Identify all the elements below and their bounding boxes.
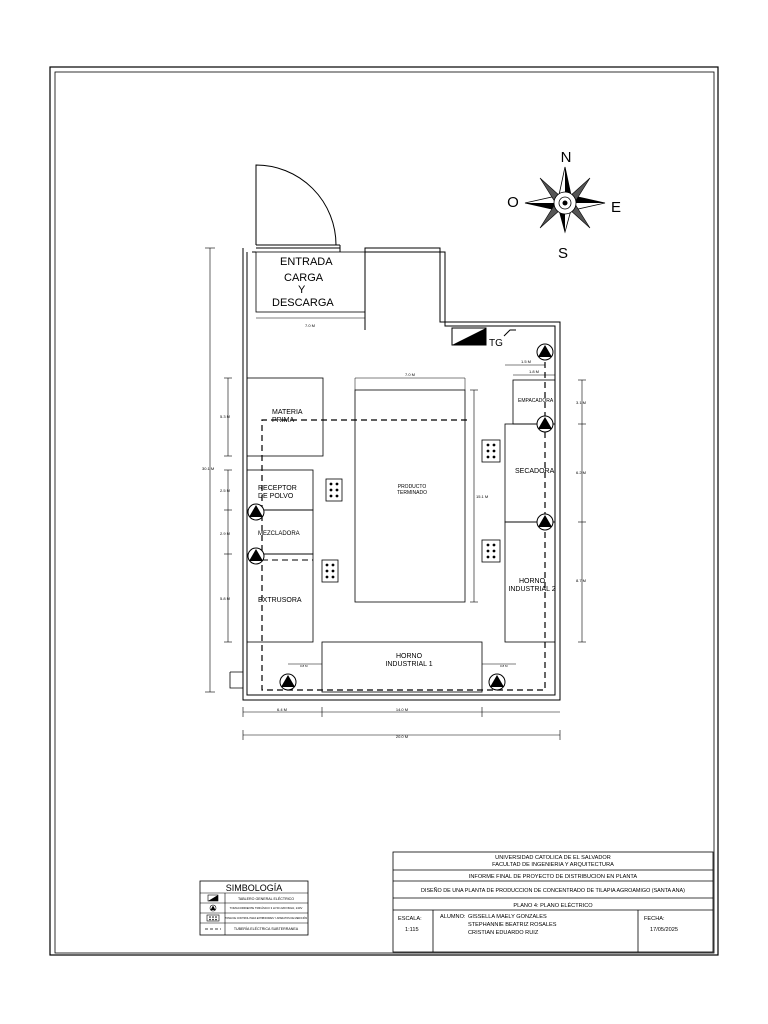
- entrance-label-2: CARGA: [284, 272, 324, 284]
- title-university: UNIVERSIDAD CATOLICA DE EL SALVADOR: [495, 855, 611, 861]
- scale-value: 1:115: [405, 927, 419, 933]
- title-report: INFORME FINAL DE PROYECTO DE DISTRIBUCION EN PLANTA: [468, 874, 638, 880]
- dim-emp-height: 3.1 M: [576, 400, 587, 405]
- dim-bottom-right: 14.0 M: [395, 707, 409, 712]
- outlet-icon: [537, 344, 553, 360]
- materia-prima-label-2: PRIMA: [272, 417, 295, 424]
- legend-title: SIMBOLOGÍA: [225, 883, 283, 893]
- dim-h2-height: 8.7 M: [576, 578, 587, 583]
- tg-label: TG: [489, 338, 503, 349]
- entrance-label-1: ENTRADA: [280, 256, 333, 268]
- extrusora-label: EXTRUSORA: [258, 597, 302, 604]
- materia-prima-label-1: MATERIA: [272, 409, 303, 416]
- receptor-label-2: DE POLVO: [258, 493, 294, 500]
- control-outlet-icon: [326, 479, 342, 501]
- panel-icon: [208, 895, 218, 901]
- compass-west-label: O: [507, 194, 519, 211]
- date-label: FECHA:: [644, 916, 665, 922]
- control-outlet-icon: [482, 440, 500, 462]
- secadora-label: SECADORA: [515, 468, 555, 475]
- producto-terminado-label-1: PRODUCTO: [397, 484, 427, 490]
- legend-item-2: TOMA DE CONTROL PARA EXHIBIDORES Y APARATOS DE MEDICIÓN: [224, 917, 308, 920]
- legend-item-3: TUBERÍA ELÉCTRICA SUBTERRANEA: [233, 927, 299, 931]
- scale-label: ESCALA:: [398, 916, 422, 922]
- compass-south-label: S: [557, 245, 569, 262]
- dim-total-width: 20.0 M: [395, 734, 409, 739]
- empacadora-label: EMPACADORA: [518, 398, 554, 404]
- outlet-icon: [280, 674, 296, 690]
- outlet-icon: [248, 548, 264, 564]
- building-wall-outer: [243, 248, 560, 700]
- building-wall-inner: [247, 252, 555, 695]
- dim-total-height: 30.1 M: [202, 466, 215, 471]
- dim-h1-left-tag: 0.8 M: [300, 664, 308, 668]
- student-name-3: CRISTIAN EDUARDO RUIZ: [468, 930, 539, 936]
- entrance-label-4: DESCARGA: [272, 297, 334, 309]
- entrance-door: [256, 165, 336, 245]
- student-name-1: GISSELLA MAELY GONZALES: [468, 914, 547, 920]
- horno-2-label-1: HORNO: [518, 578, 546, 585]
- date-value: 17/05/2025: [650, 927, 678, 933]
- electrical-conduit: [262, 352, 545, 690]
- title-sheet: PLANO 4: PLANO ELÉCTRICO: [513, 903, 593, 909]
- dim-bottom-left: 6.4 M: [276, 707, 288, 712]
- mezcladora-label: MEZCLADORA: [258, 531, 300, 537]
- control-outlet-icon: [482, 540, 500, 562]
- receptor-label-1: RECEPTOR: [258, 485, 297, 492]
- legend-item-0: TABLERO GENERAL ELÉCTRICO: [237, 897, 295, 901]
- title-faculty: FACULTAD DE INGENIERIA Y ARQUITECTURA: [492, 862, 614, 868]
- horno-1-label-2: INDUSTRIAL 1: [385, 661, 433, 668]
- outlet-icon: [537, 416, 553, 432]
- dim-entry-width: 7.0 M: [304, 323, 316, 328]
- student-label: ALUMNO:: [440, 914, 466, 920]
- legend-item-1: TOMACORRIENTE TRIFÁSICO 3 HI 50 220V/60Hz, 240V: [229, 906, 303, 910]
- dim-sec-height: 6.2 M: [576, 470, 587, 475]
- dim-h1-right-tag: 0.8 M: [500, 664, 508, 668]
- control-panel-icon: [207, 915, 219, 921]
- outlet-icon: [537, 514, 553, 530]
- student-name-2: STEPHANNIE BEATRIZ ROSALES: [468, 922, 557, 928]
- compass-rose: [525, 167, 605, 232]
- dim-ex-height: 5.8 M: [220, 596, 231, 601]
- outlet-icon: [210, 905, 216, 911]
- compass-east-label: E: [610, 199, 622, 216]
- dim-pt-width: 7.0 M: [404, 372, 416, 377]
- dim-mz-height: 2.9 M: [220, 531, 231, 536]
- dim-pt-height: 15.1 M: [476, 494, 489, 499]
- compass-north-label: N: [560, 149, 572, 166]
- dim-tg-offset: 1.5 M: [520, 359, 532, 364]
- horno-2-label-2: INDUSTRIAL 2: [508, 586, 556, 593]
- entrance-label-3: Y: [298, 284, 306, 296]
- dim-mp-height: 5.3 M: [220, 414, 231, 419]
- producto-terminado-zone: [355, 390, 465, 602]
- tablero-general-symbol: [452, 328, 516, 345]
- control-outlet-icon: [322, 560, 338, 582]
- outlet-icon: [248, 504, 264, 520]
- producto-terminado-label-2: TERMINADO: [397, 490, 427, 496]
- outlet-icon: [489, 674, 505, 690]
- horno-1-label-1: HORNO: [395, 653, 423, 660]
- dim-emp-width: 1.8 M: [528, 369, 540, 374]
- dim-rp-height: 2.5 M: [220, 488, 231, 493]
- title-project: DISEÑO DE UNA PLANTA DE PRODUCCION DE CONCENTRADO DE TILAPIA AGROAMIGO (SANTA ANA): [421, 888, 685, 894]
